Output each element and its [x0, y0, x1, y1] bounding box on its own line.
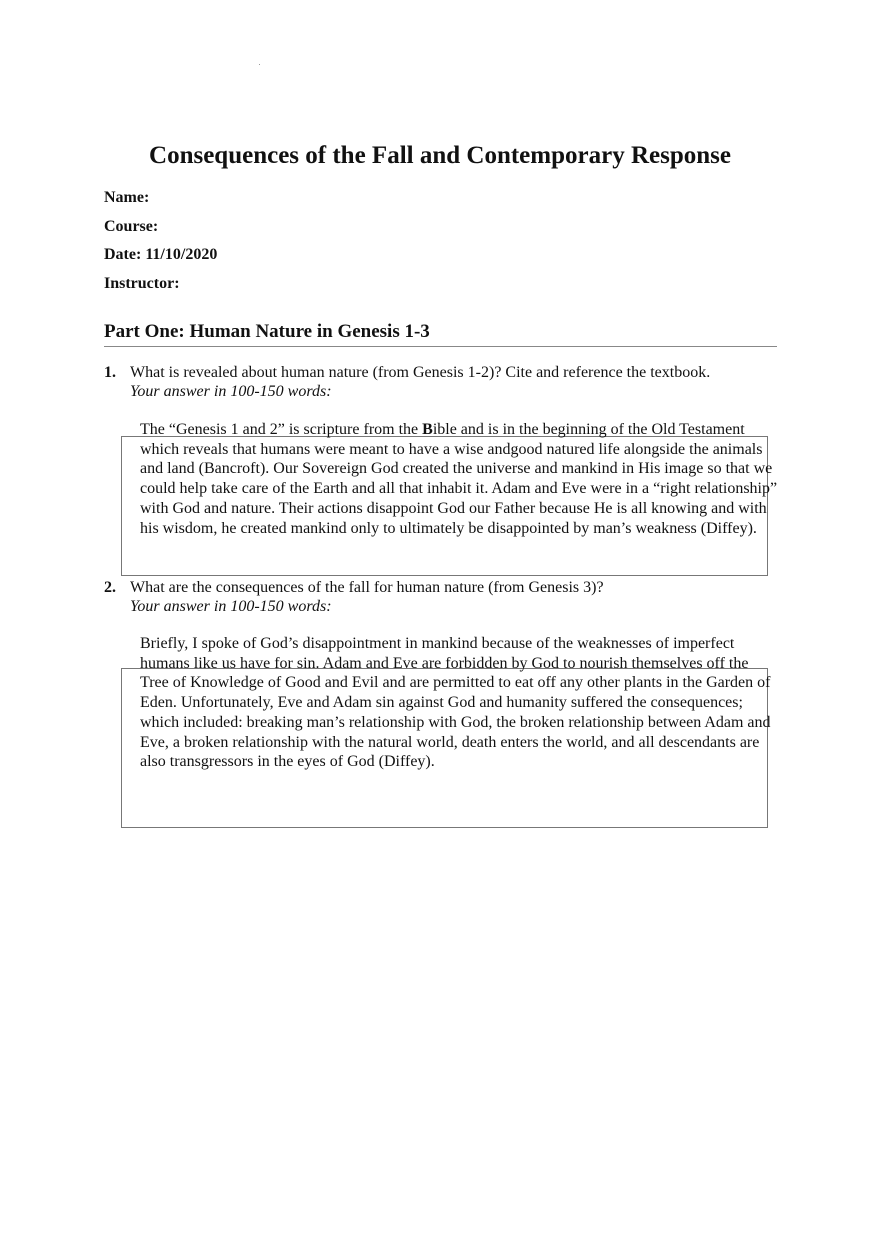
question-1-prompt: What is revealed about human nature (from Genesis 1-2)? Cite and reference the textbook.: [130, 364, 711, 381]
name-label: Name:: [104, 189, 150, 206]
answer-1-bold-letter: B: [422, 421, 433, 438]
question-2-hint: Your answer in 100-150 words:: [130, 598, 332, 615]
course-label: Course:: [104, 218, 159, 235]
question-2-prompt: What are the consequences of the fall for human nature (from Genesis 3)?: [130, 579, 604, 596]
part-heading: Part One: Human Nature in Genesis 1-3: [104, 320, 777, 347]
answer-1-part-b: ible and is in the beginning of the Old Testament which reveals that humans were meant to have a wise andgood natured life alongside the animals and land (Bancroft). Our Sovereign God created the universe and mankind in His image so that we could help take care of the Earth and all that inhabit it. Adam and Eve were in a “right relationship” with God and nature. Their actions disappoint God our Father because He is all knowing and with his wisdom, he created mankind only to ultimately be disappointed by man’s weakness (Diffey).: [140, 421, 778, 537]
question-2-number: 2.: [104, 579, 116, 596]
question-1-number: 1.: [104, 364, 116, 381]
scan-speck: [259, 64, 260, 65]
instructor-label: Instructor:: [104, 275, 180, 292]
date-label: Date: 11/10/2020: [104, 246, 218, 263]
question-1-hint: Your answer in 100-150 words:: [130, 383, 332, 400]
answer-1-part-a: The “Genesis 1 and 2” is scripture from the: [140, 421, 423, 438]
document-title: Consequences of the Fall and Contemporary Response: [149, 142, 731, 169]
name-field: [104, 188, 149, 208]
answer-2-text: Briefly, I spoke of God’s disappointment in mankind because of the weaknesses of imperfect humans like us have for sin. Adam and Eve are forbidden by God to nourish themselves off the Tree of Knowledge of Good and Evil and are permitted to eat off any other plants in the Garden of Eden. Unfortunately, Eve and Adam sin against God and humanity suffered the consequences; which included: breaking man’s relationship with God, the broken relationship between Adam and Eve, a broken relationship with the natural world, death enters the world, and all descendants are also transgressors in the eyes of God (Diffey).: [140, 635, 771, 771]
answer-1-text: [140, 420, 780, 538]
course-field: [104, 217, 158, 237]
instructor-field: [104, 274, 180, 294]
date-field: [104, 245, 217, 265]
